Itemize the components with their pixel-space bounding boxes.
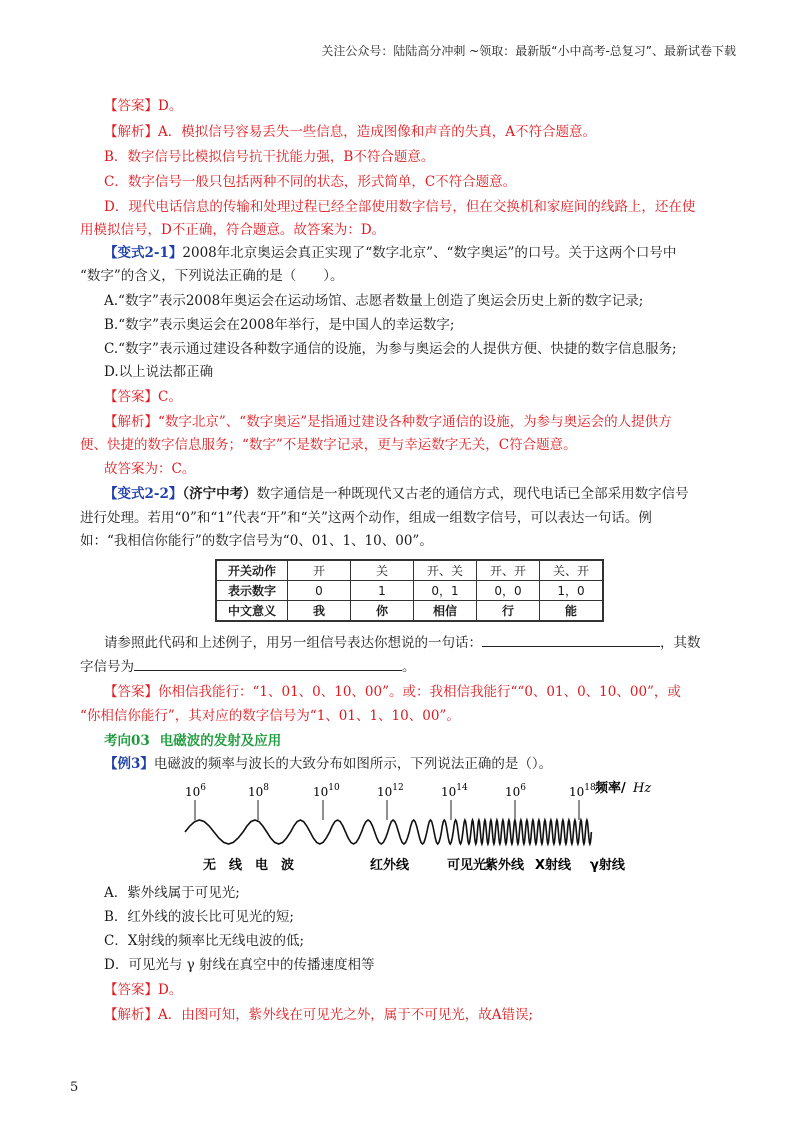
analysis-line: D．现代电话信息的传输和处理过程已经全部使用数字信号，但在交换机和家庭间的线路上，还在使 bbox=[104, 199, 696, 215]
freq-tick-label bbox=[505, 783, 526, 799]
analysis-line bbox=[104, 1005, 533, 1025]
freq-exponent: 10 bbox=[328, 783, 340, 793]
option-d: D.以上说法都正确 bbox=[104, 364, 214, 380]
freq-tick-label bbox=[377, 783, 404, 799]
section-tag: 考向03 bbox=[104, 733, 150, 749]
question-text: 2008年北京奥运会真正实现了“数字北京”、“数字奥运”的口号。关于这两个口号中 bbox=[182, 245, 677, 261]
freq-tick-label bbox=[248, 783, 269, 799]
freq-exponent: 6 bbox=[520, 783, 527, 793]
answer-blank[interactable] bbox=[134, 656, 402, 671]
table-cell: 0 bbox=[288, 581, 351, 601]
analysis-line bbox=[104, 122, 596, 142]
option-a: A．紫外线属于可见光; bbox=[104, 885, 240, 901]
freq-base: 10 bbox=[377, 785, 393, 799]
variant-tag: 【变式2-2】 bbox=[104, 486, 183, 502]
table-row bbox=[216, 581, 603, 601]
page-header: 关注公众号：陆陆高分冲刺 ~领取：最新版“小中高考-总复习”、最新试卷下载 bbox=[321, 44, 736, 58]
analysis-line bbox=[104, 412, 672, 432]
answer-tag: 【答案】 bbox=[104, 389, 158, 405]
band-label: γ射线 bbox=[590, 858, 625, 873]
source-tag: （济宁中考） bbox=[182, 486, 257, 502]
table-row bbox=[216, 560, 603, 581]
freq-exponent: 12 bbox=[392, 783, 404, 793]
answer-value: C。 bbox=[158, 389, 182, 405]
answer-line: “你相信你能行”，其对应的数字信号为“1、01、1、10、00”。 bbox=[80, 708, 460, 724]
band-label: 无 线 电 波 bbox=[203, 858, 295, 873]
freq-base: 10 bbox=[505, 785, 521, 799]
question-line bbox=[104, 632, 701, 653]
freq-base: 10 bbox=[185, 785, 201, 799]
question-text: ，其数 bbox=[660, 635, 701, 651]
question-text: 。 bbox=[402, 659, 416, 675]
option-b: B.“数字”表示奥运会在2008年举行，是中国人的幸运数字; bbox=[104, 317, 455, 333]
analysis-line: C．数字信号一般只包括两种不同的状态，形式简单，C不符合题意。 bbox=[104, 174, 517, 190]
freq-exponent: 14 bbox=[456, 783, 468, 793]
band-label: X射线 bbox=[535, 858, 572, 873]
table-cell: 你 bbox=[351, 601, 414, 622]
question-line: 如：“我相信你能行”的数字信号为“0、01、1、10、00”。 bbox=[80, 533, 433, 549]
section-heading bbox=[104, 731, 281, 751]
answer-tag: 【答案】 bbox=[104, 684, 158, 700]
question-text: 请参照此代码和上述例子，用另一组信号表达你想说的一句话： bbox=[104, 635, 482, 651]
analysis-tag: 【解析】 bbox=[104, 1007, 158, 1023]
answer-line bbox=[104, 682, 681, 702]
question-text: 电磁波的频率与波长的大致分布如图所示，下列说法正确的是（）。 bbox=[153, 756, 553, 772]
answer-value: D。 bbox=[158, 98, 183, 114]
freq-base: 10 bbox=[441, 785, 457, 799]
table-cell: 关、开 bbox=[540, 560, 604, 581]
answer-blank[interactable] bbox=[482, 632, 660, 647]
spectrum-figure bbox=[175, 770, 695, 880]
freq-unit-text: 频率/ bbox=[595, 781, 626, 796]
table-cell: 1，0 bbox=[540, 581, 604, 601]
freq-tick-label bbox=[185, 783, 206, 799]
freq-tick-label bbox=[569, 783, 596, 799]
question-line bbox=[104, 243, 676, 263]
question-line: 进行处理。若用“0”和“1”代表“开”和“关”这两个动作，组成一组数字信号，可以表达一句话。例 bbox=[80, 510, 652, 526]
analysis-line: 故答案为：C。 bbox=[104, 461, 196, 477]
page-number: 5 bbox=[70, 1080, 79, 1095]
option-b: B．红外线的波长比可见光的短; bbox=[104, 909, 294, 925]
analysis-tag: 【解析】 bbox=[104, 414, 158, 430]
option-c: C.“数字”表示通过建设各种数字通信的设施，为参与奥运会的人提供方便、快捷的数字信息服务; bbox=[104, 341, 677, 357]
answer-line bbox=[104, 980, 182, 1000]
section-title: 电磁波的发射及应用 bbox=[159, 733, 282, 749]
example-tag: 【例3】 bbox=[104, 756, 154, 772]
question-text: 字信号为 bbox=[80, 659, 134, 675]
analysis-text: A．由图可知，紫外线在可见光之外，属于不可见光，故A错误; bbox=[158, 1007, 534, 1023]
variant-tag: 【变式2-1】 bbox=[104, 245, 183, 261]
question-line bbox=[104, 484, 689, 504]
answer-tag: 【答案】 bbox=[104, 98, 158, 114]
band-label: 可见光 bbox=[447, 858, 487, 873]
answer-value: D。 bbox=[158, 982, 183, 998]
option-c: C．X射线的频率比无线电波的低; bbox=[104, 933, 304, 949]
freq-base: 10 bbox=[313, 785, 329, 799]
table-cell: 1 bbox=[351, 581, 414, 601]
answer-text: 你相信我能行：“1、01、0、10、00”。或：我相信我能行““0、01、0、10、00”，或 bbox=[158, 684, 681, 700]
answer-line bbox=[104, 387, 182, 407]
code-table bbox=[215, 559, 604, 622]
question-line bbox=[80, 656, 416, 677]
freq-exponent: 18 bbox=[584, 783, 596, 793]
band-label: 红外线 bbox=[370, 858, 410, 873]
freq-exponent: 6 bbox=[200, 783, 207, 793]
frequency-unit bbox=[595, 780, 651, 796]
freq-base: 10 bbox=[569, 785, 585, 799]
answer-tag: 【答案】 bbox=[104, 982, 158, 998]
table-cell: 开、关 bbox=[414, 560, 477, 581]
analysis-line: 便、快捷的数字信息服务；“数字”不是数字记录，更与幸运数字无关，C符合题意。 bbox=[80, 437, 577, 453]
table-cell: 行 bbox=[477, 601, 540, 622]
freq-base: 10 bbox=[248, 785, 264, 799]
question-text: 数字通信是一种既现代又古老的通信方式，现代电话已全部采用数字信号 bbox=[256, 486, 689, 502]
freq-tick-label bbox=[441, 783, 468, 799]
table-cell: 开 bbox=[288, 560, 351, 581]
table-row bbox=[216, 601, 603, 622]
table-cell: 我 bbox=[288, 601, 351, 622]
wave-curve bbox=[185, 820, 591, 844]
table-cell: 0，1 bbox=[414, 581, 477, 601]
analysis-line: B．数字信号比模拟信号抗干扰能力强，B不符合题意。 bbox=[104, 149, 435, 165]
analysis-tag: 【解析】 bbox=[104, 124, 158, 140]
option-d: D．可见光与 γ 射线在真空中的传播速度相等 bbox=[104, 957, 375, 973]
table-cell: 关 bbox=[351, 560, 414, 581]
row-header: 表示数字 bbox=[216, 581, 288, 601]
table-cell: 开、开 bbox=[477, 560, 540, 581]
band-label: 紫外线 bbox=[485, 858, 525, 873]
table-cell: 0，0 bbox=[477, 581, 540, 601]
freq-tick-label bbox=[313, 783, 340, 799]
question-line: “数字”的含义，下列说法正确的是（ ）。 bbox=[80, 268, 344, 284]
freq-exponent: 8 bbox=[263, 783, 270, 793]
row-header: 开关动作 bbox=[216, 560, 288, 581]
analysis-line: 用模拟信号，D不正确，符合题意。故答案为：D。 bbox=[80, 222, 386, 238]
table-cell: 相信 bbox=[414, 601, 477, 622]
analysis-text: “数字北京”、“数字奥运”是指通过建设各种数字通信的设施，为参与奥运会的人提供方 bbox=[158, 414, 672, 430]
freq-unit-hz: Hz bbox=[633, 781, 652, 796]
table-cell: 能 bbox=[540, 601, 604, 622]
answer-line bbox=[104, 96, 182, 116]
analysis-text: A．模拟信号容易丢失一些信息，造成图像和声音的失真，A不符合题意。 bbox=[158, 124, 596, 140]
option-a: A.“数字”表示2008年奥运会在运动场馆、志愿者数量上创造了奥运会历史上新的数字记录; bbox=[104, 293, 644, 309]
row-header: 中文意义 bbox=[216, 601, 288, 622]
